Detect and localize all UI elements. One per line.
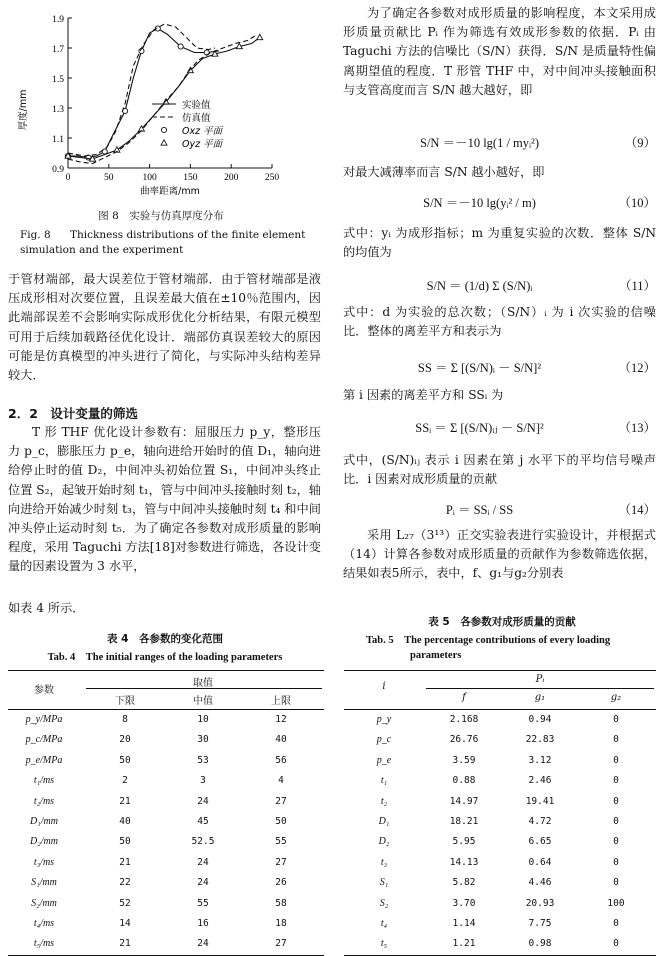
- table4-cell: 40: [275, 734, 287, 746]
- table4-cell: 27: [275, 938, 287, 950]
- table5-cell: 0.94: [528, 714, 552, 725]
- table4-row: [8, 934, 324, 954]
- table5-cell: 0: [613, 795, 619, 807]
- table4-cell: 56: [275, 754, 287, 766]
- table4-cell: 22: [119, 877, 131, 889]
- table4-cell: 21: [119, 795, 131, 807]
- table4-cell: 24: [197, 877, 209, 889]
- table4-cell: 2: [122, 775, 128, 787]
- table5-cell: p_e: [376, 754, 392, 766]
- table5-cell: 6.65: [528, 836, 552, 848]
- table4-header-param: 参数: [34, 685, 54, 696]
- table4-body: [8, 710, 324, 955]
- table5-row: [344, 894, 656, 914]
- table5-cell: 26.76: [449, 734, 479, 746]
- equation-10: [343, 193, 656, 215]
- x-tick-label: 200: [224, 173, 239, 183]
- left-paragraph-2: T 形 THF 优化设计参数有：屈服压力 p_y，整形压力 p_c，膨胀压力 p_e，轴向进给开始时的值 D₁，轴向进给停止时的值 D₂，中间冲头初始位置 S₁，中间冲头终止位置 S₂，起皱开始时刻 t₁，管与中间冲头接触时刻 t₂，轴向进给开始减少时刻 t₃，管与中间冲头接触时刻 t₄ 和中间冲头停止运动时刻 t₅．为了确定各参数对成形质量的影响程度，采用 Taguchi 方法[18]对参数进行筛选，各设计变量的因素设置为 3 水平，: [8, 425, 321, 574]
- table4-row: [8, 873, 324, 893]
- x-tick-label: 50: [104, 173, 114, 183]
- data-point-triangle: [257, 34, 263, 39]
- equation-12: [343, 358, 656, 380]
- y-tick-label: 1.5: [52, 75, 64, 85]
- table5-cell: 14.97: [449, 795, 479, 807]
- table5-col-f: f: [462, 692, 466, 703]
- table5-cell: 3.70: [452, 897, 476, 909]
- equation-13-body: SSᵢ ＝ Σ [(S/N)ᵢⱼ － S/N]²: [415, 421, 544, 435]
- figure-caption-en-label: Fig. 8: [20, 229, 51, 241]
- table5-cell: 0: [613, 815, 619, 827]
- right-paragraph-5: 第 i 因素的离差平方和 SSᵢ 为: [343, 388, 504, 402]
- table5-cell: 4.72: [528, 815, 552, 827]
- table5-row: [344, 710, 656, 730]
- y-tick-label: 1.9: [52, 15, 64, 25]
- table5-col-g1: g₁: [534, 692, 546, 703]
- table5-cell: 0: [613, 856, 619, 868]
- table5-cell: S₂: [379, 897, 389, 909]
- table4-row: [8, 832, 324, 852]
- table5-row: [344, 934, 656, 954]
- table5-cell: 18.21: [449, 815, 479, 827]
- table5-cell: p_y: [376, 714, 392, 725]
- equation-14-number: （14）: [618, 503, 656, 517]
- table4-cell: 18: [275, 917, 287, 929]
- legend-label: Oxz 平面: [182, 126, 223, 137]
- table4-row: [8, 730, 324, 750]
- table4-cell: 3: [200, 775, 206, 787]
- equation-12-body: SS ＝ Σ [(S/N)ᵢ － S/N]²: [417, 361, 542, 375]
- table4-col-mid: 中值: [193, 696, 213, 707]
- table5-cell: 20.93: [525, 897, 555, 909]
- table5-cell: 0: [613, 836, 619, 848]
- table4-col-lower: 下限: [115, 696, 135, 707]
- equation-14-body: Pᵢ ＝ SSᵢ / SS: [445, 503, 514, 517]
- equation-11-body: S/N ＝ (1/d) Σ (S/N)ᵢ: [426, 279, 533, 293]
- table4-cell: 27: [275, 795, 287, 807]
- right-paragraph-1: 为了确定各参数对成形质量的影响程度，本文采用成形质量贡献比 Pᵢ 作为筛选有效成形参数的依据．Pᵢ 由 Taguchi 方法的信噪比（S/N）获得．S/N 是质量特性偏离期望值的程度．T 形管 THF 中，对中间冲头接触面积与支管高度而言 S/N 越大越好，即: [343, 6, 656, 97]
- table5-cell: 3.59: [452, 754, 476, 766]
- table4-cell: 50: [119, 836, 131, 848]
- equation-14: [343, 500, 656, 522]
- table4-cell: t₂/ms: [33, 795, 55, 807]
- table5-cell: t₄: [380, 917, 388, 929]
- table5-cell: 0: [613, 877, 619, 889]
- legend-circle-marker: [161, 127, 166, 132]
- table4-row: [8, 792, 324, 812]
- table5-cell: 0: [613, 714, 619, 725]
- table4-caption-en: Tab. 4 The initial ranges of the loading parameters: [47, 652, 283, 663]
- table4-col-upper: 上限: [271, 696, 291, 707]
- table4-cell: p_e/MPa: [25, 754, 63, 766]
- table4-cell: 55: [197, 897, 209, 909]
- table4-cell: 40: [119, 815, 131, 827]
- table4-cell: S₂/mm: [31, 897, 57, 909]
- table4-cell: 24: [197, 795, 209, 807]
- table5-cell: 100: [607, 897, 625, 909]
- table4-cell: 24: [197, 856, 209, 868]
- table4-cell: 27: [275, 856, 287, 868]
- table4-header-group: 取值: [193, 678, 213, 689]
- table5-row: [344, 792, 656, 812]
- table5-cell: 0.64: [528, 856, 552, 868]
- legend-label: 实验值: [182, 100, 211, 111]
- x-tick-label: 150: [183, 173, 198, 183]
- table5-cell: 3.12: [528, 754, 552, 766]
- table5-row: [344, 730, 656, 750]
- figure-caption-en-text: Thickness distributions of the finite element simulation and the experiment: [20, 229, 306, 256]
- table5-body: [344, 710, 656, 955]
- table5-cell: t₅: [380, 938, 388, 950]
- table5-cell: 0: [613, 754, 619, 766]
- table4-cell: 21: [119, 856, 131, 868]
- table5-cell: t₃: [380, 856, 388, 868]
- table5-cell: 0: [613, 938, 619, 950]
- y-tick-label: 1.3: [52, 105, 64, 115]
- y-axis-label: 厚度/mm: [18, 89, 29, 131]
- table4-cell: t₅/ms: [33, 938, 55, 950]
- table5-header-param: i: [382, 681, 386, 692]
- table4-cell: 52: [119, 897, 131, 909]
- table5-cell: 2.46: [528, 775, 552, 787]
- equation-10-body: S/N ＝－10 lg(yᵢ² / m): [423, 196, 536, 210]
- table4-cell: t₄/ms: [33, 917, 55, 929]
- equation-11: [343, 276, 656, 298]
- equation-11-number: （11）: [618, 279, 656, 293]
- table5-cell: t₁: [380, 775, 388, 787]
- table4-cell: 58: [275, 897, 287, 909]
- table4-cell: t₁/ms: [33, 775, 55, 787]
- legend-label: 仿真值: [182, 113, 211, 124]
- equation-12-number: （12）: [618, 361, 656, 375]
- table4-cell: 30: [197, 734, 209, 746]
- thickness-chart: [4, 0, 304, 200]
- table5-cell: 7.75: [528, 917, 552, 929]
- table4-row: [8, 710, 324, 730]
- table4-cell: p_c/MPa: [25, 734, 63, 746]
- table4-row: [8, 812, 324, 832]
- table4-cell: 12: [275, 714, 287, 725]
- equation-9-number: （9）: [624, 136, 656, 150]
- table5-cell: t₂: [380, 795, 388, 807]
- equation-10-number: （10）: [618, 196, 656, 210]
- table5-cell: 5.95: [452, 836, 476, 848]
- table5-cell: 5.82: [452, 877, 476, 889]
- table5-row: [344, 873, 656, 893]
- table5-col-g2: g₂: [610, 692, 622, 703]
- table4-cell: 24: [197, 938, 209, 950]
- table4-cell: 21: [119, 938, 131, 950]
- x-tick-label: 100: [142, 173, 157, 183]
- table4-row: [8, 853, 324, 873]
- table4-row: [8, 771, 324, 791]
- table4-cell: 45: [197, 815, 209, 827]
- y-tick-label: 1.7: [52, 45, 64, 55]
- table5-header-group: Pᵢ: [535, 674, 545, 685]
- table5-row: [344, 771, 656, 791]
- table4-cell: S₁/mm: [31, 877, 57, 889]
- x-axis-label: 曲率距离/mm: [140, 186, 200, 197]
- table5-cell: 14.13: [449, 856, 479, 868]
- table5-cell: 0.88: [452, 775, 476, 787]
- equation-9-body: S/N ＝－10 lg(1 / myᵢ²): [420, 136, 539, 150]
- table4-cell: 26: [275, 877, 287, 889]
- table5-row: [344, 751, 656, 771]
- table4-cell: 20: [119, 734, 131, 746]
- table5-cell: p_c: [376, 734, 392, 746]
- table4-cell: 16: [197, 917, 209, 929]
- table5-cell: 2.168: [449, 714, 479, 725]
- table5-cell: 22.83: [525, 734, 555, 746]
- table5-row: [344, 914, 656, 934]
- table4-cell: 14: [119, 917, 131, 929]
- equation-9: [343, 133, 656, 155]
- right-paragraph-2: 对最大减薄率而言 S/N 越小越好，即: [343, 165, 545, 179]
- table5-row: [344, 853, 656, 873]
- table5-cell: S₁: [379, 877, 389, 889]
- right-paragraph-6: 式中，(S/N)ᵢⱼ 表示 i 因素在第 j 水平下的平均信号噪声比．i 因素对成形质量的贡献: [343, 453, 656, 487]
- x-tick-label: 0: [65, 173, 71, 183]
- table4-cell: D₁/mm: [30, 815, 58, 827]
- table5-cell: 1.21: [452, 938, 476, 950]
- table4-cell: 52.5: [191, 836, 215, 848]
- table4-cell: D₂/mm: [30, 836, 58, 848]
- table4-cell: 4: [278, 775, 284, 787]
- table4-cell: p_y/MPa: [25, 714, 63, 725]
- equation-13: [343, 418, 656, 440]
- table5-cell: 4.46: [528, 877, 552, 889]
- figure-caption-cn: 图 8 实验与仿真厚度分布: [98, 210, 224, 222]
- table4-cell: 50: [275, 815, 287, 827]
- table4-caption-cn: 表 4 各参数的变化范围: [107, 633, 223, 645]
- right-paragraph-3: 式中：yᵢ 为成形指标；m 为重复实验的次数．整体 S/N 的均值为: [343, 226, 656, 260]
- table5-caption-en-1: Tab. 5 The percentage contributions of every loading: [366, 635, 611, 646]
- table4-row: [8, 914, 324, 934]
- table4-row: [8, 894, 324, 914]
- table5-cell: 1.14: [452, 917, 476, 929]
- table5-cell: 0: [613, 775, 619, 787]
- table5-row: [344, 812, 656, 832]
- table5-cell: 19.41: [525, 795, 555, 807]
- data-point-circle: [178, 44, 183, 49]
- table4-cell: 53: [197, 754, 209, 766]
- table4: [8, 670, 324, 956]
- table5-cell: 0.98: [528, 938, 552, 950]
- table5-cell: 0: [613, 917, 619, 929]
- table5: [344, 670, 656, 956]
- y-tick-label: 1.1: [52, 135, 64, 145]
- legend-triangle-marker: [161, 140, 167, 145]
- table5-caption-cn: 表 5 各参数对成形质量的贡献: [428, 616, 576, 628]
- left-paragraph-3: 如表 4 所示．: [8, 601, 85, 615]
- table5-cell: 0: [613, 734, 619, 746]
- table4-row: [8, 751, 324, 771]
- table4-cell: 10: [197, 714, 209, 725]
- left-paragraph-1: 于管材端部，最大误差位于管材端部．由于管材端部是液压成形相对次要位置，且误差最大值在±10％范围内，因此端部误差不会影响实际成形优化分析结果，有限元模型可用于后续加载路径优化设计．端部仿真误差较大的原因可能是仿真模型的冲头进行了简化，与实际冲头结构差异较大．: [8, 272, 321, 383]
- table5-cell: D₂: [378, 836, 390, 848]
- right-paragraph-4: 式中：d 为实验的总次数；（S/N）ᵢ 为 i 次实验的信噪比．整体的离差平方和表示为: [343, 305, 656, 339]
- table4-cell: t₃/ms: [33, 856, 55, 868]
- table4-cell: 50: [119, 754, 131, 766]
- y-tick-label: 0.9: [52, 165, 64, 175]
- table4-cell: 8: [122, 714, 128, 725]
- table5-caption-en-2: parameters: [410, 650, 462, 661]
- table5-row: [344, 832, 656, 852]
- x-tick-label: 250: [264, 173, 280, 183]
- right-paragraph-7: 采用 L₂₇（3¹³）正交实验表进行实验设计，并根据式（14）计算各参数对成形质量的贡献作为参数筛选依据，结果如表5所示，表中，f、g₁与g₂分别表: [343, 528, 656, 581]
- table4-cell: 55: [275, 836, 287, 848]
- equation-13-number: （13）: [618, 421, 656, 435]
- section-heading: 2．2 设计变量的筛选: [8, 406, 138, 421]
- table5-cell: D₁: [378, 815, 390, 827]
- legend-label: Oyz 平面: [182, 139, 223, 150]
- figure-caption-en: [20, 228, 320, 258]
